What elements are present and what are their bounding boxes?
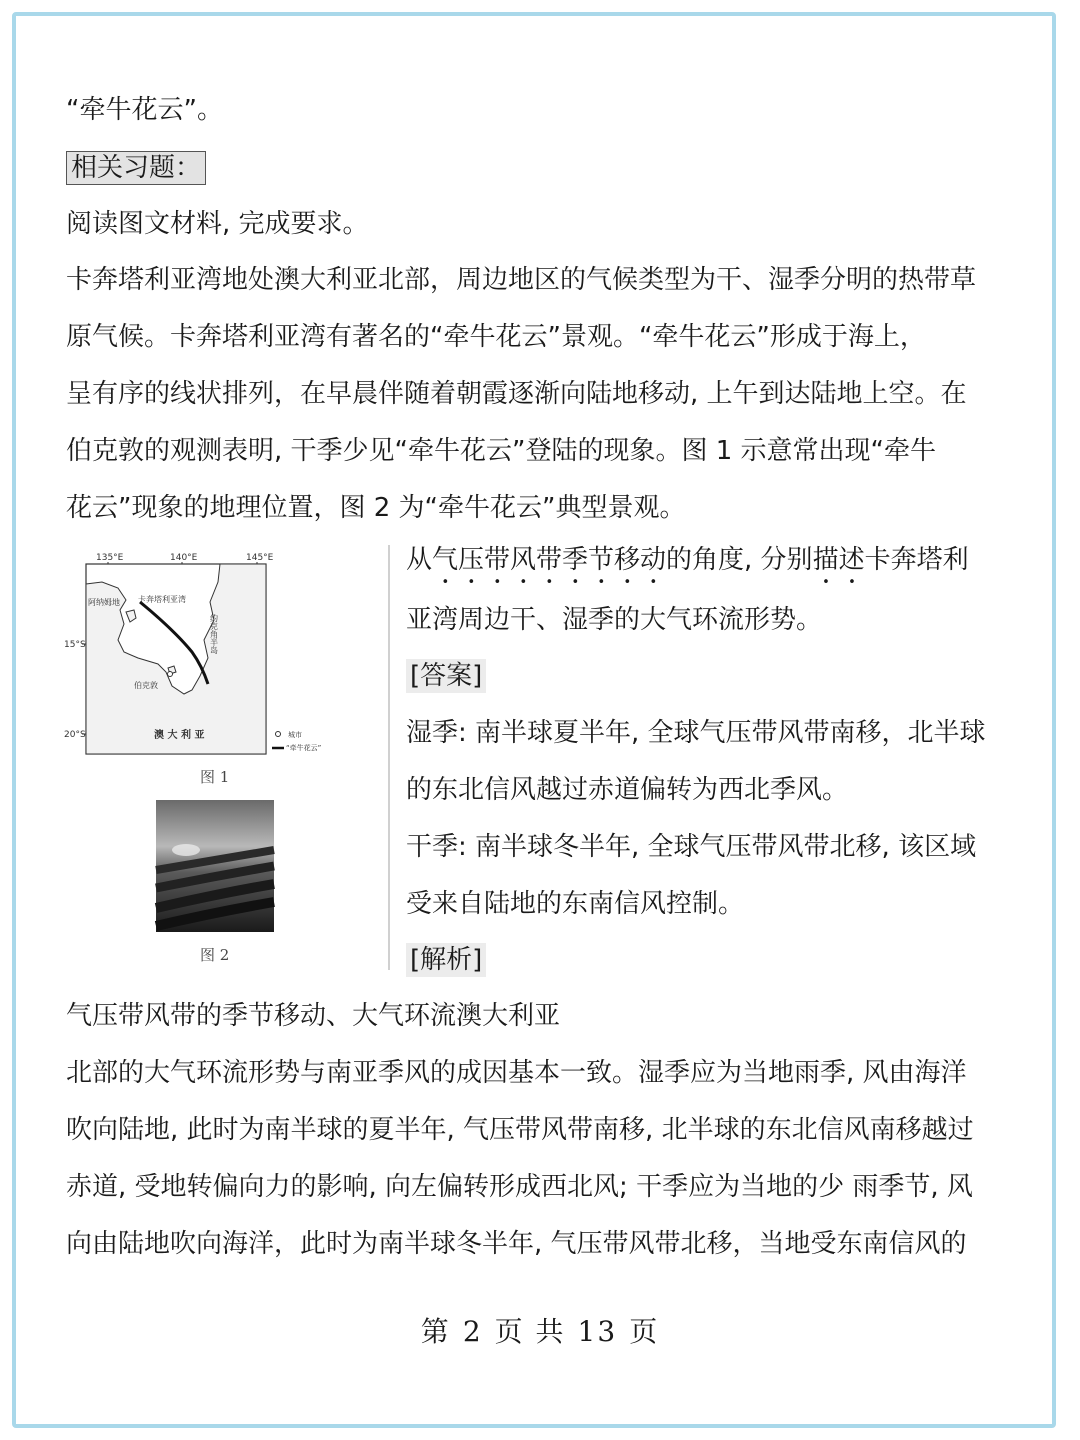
place-arnhem-land: 阿纳姆地 — [88, 598, 120, 607]
figure1-caption: 图 1 — [200, 768, 230, 786]
place-cape-york: 约克角半岛 — [209, 614, 219, 654]
top-line: “牵牛花云”。 — [66, 95, 223, 125]
footer-mid: 页 共 — [494, 1315, 566, 1348]
legend-city: 城市 — [288, 731, 302, 739]
burketown-city-marker — [168, 672, 173, 677]
analysis-line: 吹向陆地, 此时为南半球的夏半年, 气压带风带南移, 北半球的东北信风南移越过 — [66, 1115, 974, 1145]
question-line — [406, 540, 969, 590]
place-gulf: 卡奔塔利亚湾 — [138, 595, 186, 604]
footer-total-pages: 13 — [577, 1315, 618, 1348]
analysis-line: 北部的大气环流形势与南亚季风的成因基本一致。湿季应为当地雨季, 风由海洋 — [66, 1058, 967, 1088]
lon-label: 145°E — [246, 553, 274, 563]
question-text: 从 — [406, 545, 433, 575]
analysis-tag: [解析] — [406, 943, 486, 977]
analysis-line: 气压带风带的季节移动、大气环流澳大利亚 — [66, 1001, 561, 1031]
emphasis-text: 描述 — [812, 545, 865, 575]
answer-line: 湿季: 南半球夏半年, 全球气压带风带南移，北半球 — [406, 718, 986, 748]
material-line: 伯克敦的观测表明, 干季少见“牵牛花云”登陆的现象。图 1 示意常出现“牵牛 — [66, 436, 937, 466]
footer-page-number: 2 — [462, 1315, 483, 1348]
footer-prefix: 第 — [420, 1315, 451, 1348]
footer-suffix: 页 — [629, 1315, 660, 1348]
instruction-text: 阅读图文材料, 完成要求。 — [66, 209, 369, 239]
figure1-map — [62, 548, 322, 758]
legend-cloud: “牵牛花云” — [286, 744, 322, 752]
answer-line: 干季: 南半球冬半年, 全球气压带风带北移, 该区域 — [406, 832, 977, 862]
lon-label: 140°E — [170, 553, 198, 563]
analysis-line: 赤道, 受地转偏向力的影响, 向左偏转形成西北风; 干季应为当地的少 雨季节, 风 — [66, 1172, 973, 1202]
page-footer — [0, 1310, 1080, 1350]
answer-tag: [答案] — [406, 659, 486, 693]
answer-heading — [406, 656, 486, 696]
answer-line: 的东北信风越过赤道偏转为西北季风。 — [406, 775, 849, 805]
material-line: 呈有序的线状排列，在早晨伴随着朝霞逐渐向陆地移动, 上午到达陆地上空。在 — [66, 379, 967, 409]
material-line: 原气候。卡奔塔利亚湾有著名的“牵牛花云”景观。“牵牛花云”形成于海上， — [66, 322, 926, 352]
lat-label: 15°S — [64, 640, 86, 650]
figure2-caption: 图 2 — [200, 946, 230, 964]
section-tag: 相关习题： — [66, 151, 206, 185]
question-text: 的角度, 分别 — [666, 545, 813, 575]
place-australia: 澳 大 利 亚 — [154, 730, 205, 741]
analysis-line: 向由陆地吹向海洋，此时为南半球冬半年, 气压带风带北移，当地受东南信风的 — [66, 1229, 967, 1259]
question-text: 卡奔塔利 — [864, 545, 969, 575]
question-line: 亚湾周边干、湿季的大气环流形势。 — [406, 605, 823, 635]
figure2-photo — [156, 800, 274, 932]
lon-label: 135°E — [96, 553, 124, 563]
answer-line: 受来自陆地的东南信风控制。 — [406, 889, 745, 919]
emphasis-text: 气压带风带季节移动 — [432, 545, 667, 575]
section-heading — [66, 148, 206, 188]
column-divider — [388, 545, 390, 970]
material-line: 卡奔塔利亚湾地处澳大利亚北部，周边地区的气候类型为干、湿季分明的热带草 — [66, 265, 977, 295]
lat-label: 20°S — [64, 730, 86, 740]
analysis-heading — [406, 940, 486, 980]
legend-city-icon — [276, 732, 281, 737]
material-line: 花云”现象的地理位置，图 2 为“牵牛花云”典型景观。 — [66, 493, 686, 523]
place-burketown: 伯克敦 — [134, 681, 158, 690]
